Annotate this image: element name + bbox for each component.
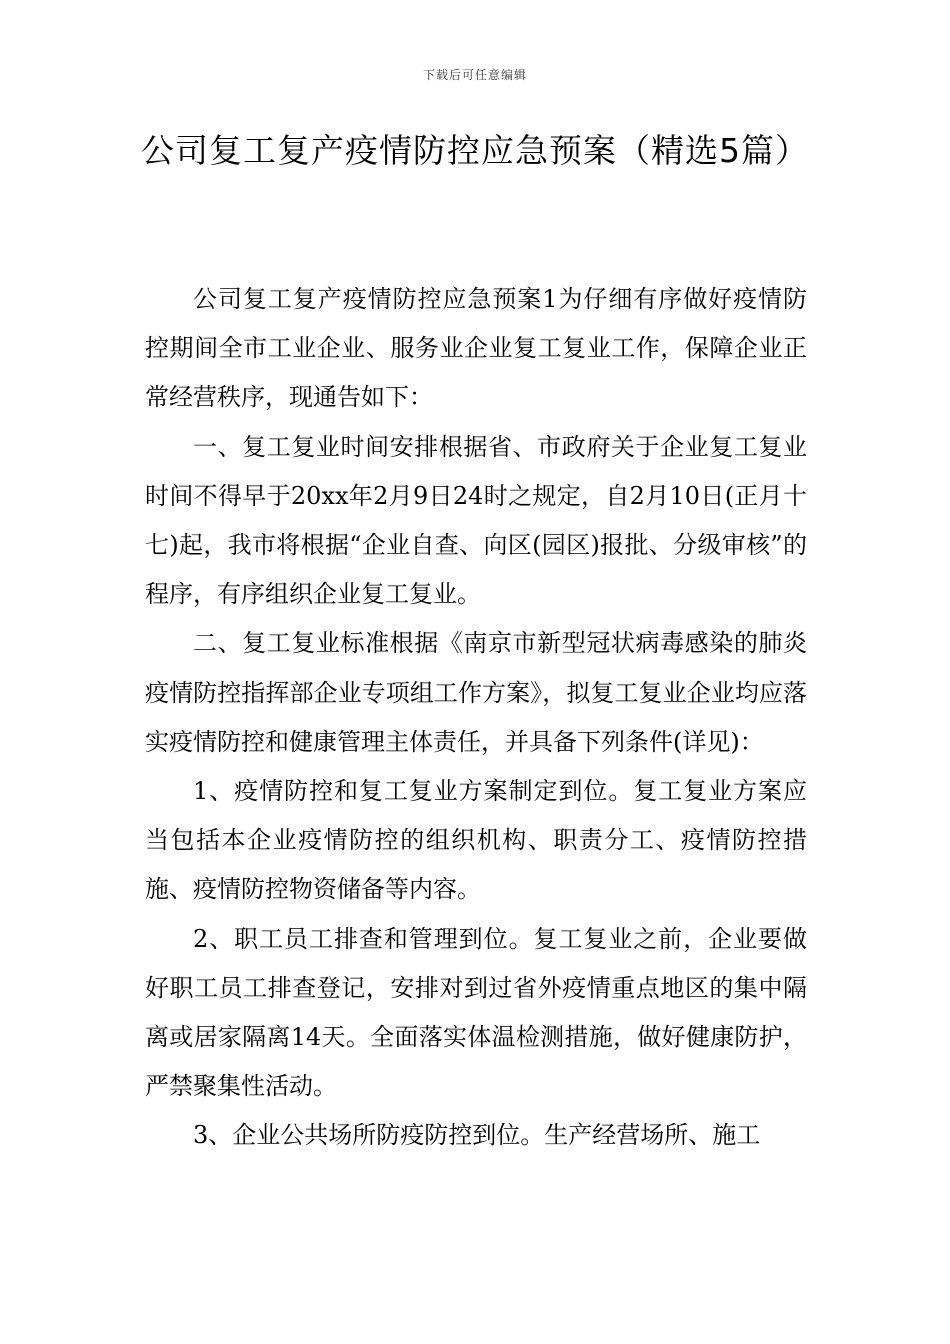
document-body <box>145 275 807 1161</box>
paragraph-intro: 公司复工复产疫情防控应急预案1为仔细有序做好疫情防控期间全市工业企业、服务业企业复工复业工作，保障企业正常经营秩序，现通告如下： <box>145 285 807 412</box>
paragraph-section-1: 一、复工复业时间安排根据省、市政府关于企业复工复业时间不得早于20xx年2月9日24时之规定，自2月10日(正月十七)起，我市将根据“企业自查、向区(园区)报批、分级审核”的程序，有序组织企业复工复业。 <box>145 432 807 609</box>
paragraph-item-3: 3、企业公共场所防疫防控到位。生产经营场所、施工 <box>193 1121 761 1150</box>
paragraph-item-2: 2、职工员工排查和管理到位。复工复业之前，企业要做好职工员工排查登记，安排对到过省外疫情重点地区的集中隔离或居家隔离14天。全面落实体温检测措施，做好健康防护，严禁聚集性活动。 <box>145 924 807 1101</box>
paragraph-item-1: 1、疫情防控和复工复业方案制定到位。复工复业方案应当包括本企业疫情防控的组织机构、职责分工、疫情防控措施、疫情防控物资储备等内容。 <box>145 777 807 904</box>
download-note: 下载后可任意编辑 <box>422 68 527 82</box>
document-title: 公司复工复产疫情防控应急预案（精选5篇） <box>141 131 809 170</box>
paragraph-section-2: 二、复工复业标准根据《南京市新型冠状病毒感染的肺炎疫情防控指挥部企业专项组工作方案》，拟复工复业企业均应落实疫情防控和健康管理主体责任，并具备下列条件(详见)： <box>145 629 807 756</box>
